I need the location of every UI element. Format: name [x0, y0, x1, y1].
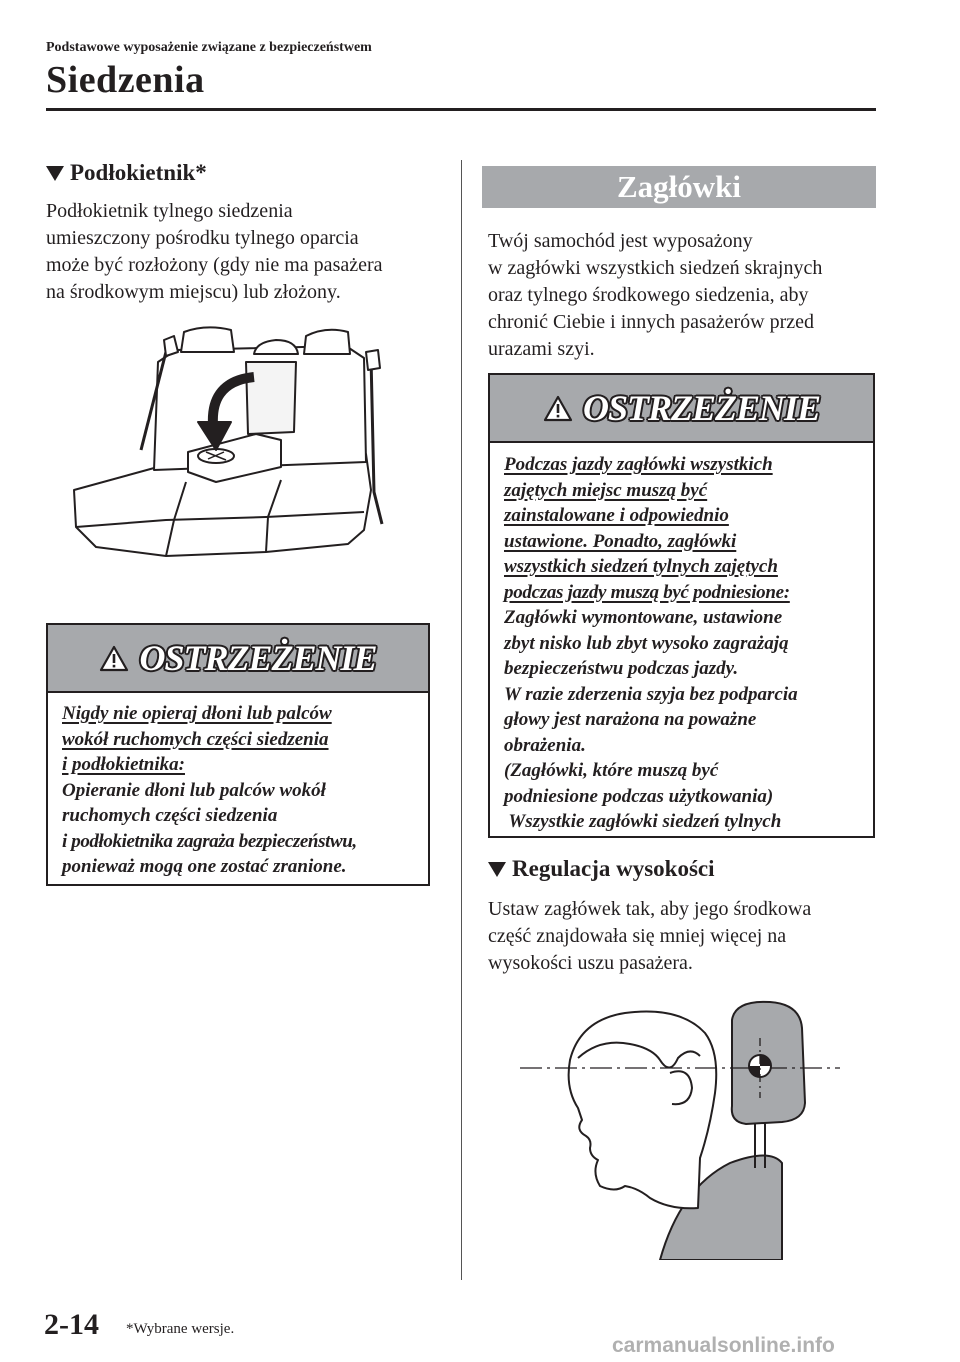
page-title: Siedzenia — [46, 59, 205, 101]
watermark: carmanualsonline.info — [612, 1334, 835, 1357]
paragraph-line: Ustaw zagłówek tak, aby jego środkowa — [488, 898, 812, 920]
footnote: *Wybrane wersje. — [126, 1321, 235, 1337]
height-adjust-heading-text: Regulacja wysokości — [512, 856, 715, 881]
armrest-heading — [46, 160, 207, 186]
warning-line: podniesione podczas użytkowania) — [504, 785, 774, 807]
warning-line-underlined: wokół ruchomych części siedzenia — [62, 728, 329, 750]
page-number: 2-14 — [44, 1308, 99, 1341]
warning-line-underlined: podczas jazdy muszą być podniesione: — [504, 581, 790, 603]
warning-triangle-icon — [543, 395, 573, 422]
triangle-bullet-icon — [488, 862, 506, 877]
warning-line-underlined: wszystkich siedzeń tylnych zajętych — [504, 556, 778, 577]
warning-line-underlined: ustawione. Ponadto, zagłówki — [504, 530, 737, 552]
warning-line: bezpieczeństwu podczas jazdy. — [504, 658, 739, 679]
warning-line: W razie zderzenia szyja bez podparcia — [504, 683, 798, 705]
warning-line: Opieranie dłoni lub palców wokół — [62, 779, 326, 801]
warning-body — [490, 443, 873, 845]
warning-line: głowy jest narażona na poważne — [504, 709, 757, 730]
warning-line-underlined: i podłokietnika: — [62, 754, 185, 775]
warning-line: zbyt nisko lub zbyt wysoko zagrażają — [504, 632, 789, 654]
paragraph-line: może być rozłożony (gdy nie ma pasażera — [46, 254, 383, 276]
warning-line-underlined: Nigdy nie opieraj dłoni lub palców — [62, 703, 332, 724]
section-subtitle: Podstawowe wyposażenie związane z bezpieczeństwem — [46, 40, 372, 55]
triangle-bullet-icon — [46, 166, 64, 181]
warning-title: OSTRZEŻENIE — [139, 638, 377, 678]
paragraph-line: chronić Ciebie i innych pasażerów przed — [488, 311, 814, 333]
paragraph-line: na środkowym miejscu) lub złożony. — [46, 281, 341, 303]
headrests-banner-text: Zagłówki — [616, 169, 742, 204]
title-rule — [46, 108, 876, 111]
warning-line: i podłokietnika zagraża bezpieczeństwu, — [62, 830, 357, 852]
paragraph-line: umieszczony pośrodku tylnego oparcia — [46, 227, 359, 249]
armrest-paragraph — [46, 198, 446, 306]
warning-triangle-icon — [99, 645, 129, 672]
height-adjust-paragraph — [488, 896, 888, 977]
warning-line: ponieważ mogą one zostać zranione. — [62, 856, 347, 877]
warning-line-underlined: zainstalowane i odpowiednio — [504, 505, 729, 526]
warning-header — [48, 625, 428, 693]
headrest-warning-box — [488, 373, 875, 838]
warning-line-underlined: Podczas jazdy zagłówki wszystkich — [504, 454, 773, 475]
armrest-heading-text: Podłokietnik* — [70, 160, 207, 185]
headrest-height-illustration — [520, 998, 840, 1260]
warning-line: ruchomych części siedzenia — [62, 805, 278, 826]
warning-line: obrażenia. — [504, 734, 586, 756]
paragraph-line: Twój samochód jest wyposażony — [488, 230, 753, 252]
column-divider — [461, 160, 462, 1280]
warning-body — [48, 693, 428, 890]
headrests-paragraph — [488, 228, 888, 363]
warning-line-underlined: zajętych miejsc muszą być — [504, 479, 708, 501]
rear-seat-armrest-illustration — [66, 322, 416, 572]
paragraph-line: w zagłówki wszystkich siedzeń skrajnych — [488, 257, 823, 279]
paragraph-line: Podłokietnik tylnego siedzenia — [46, 200, 293, 222]
warning-line: Wszystkie zagłówki siedzeń tylnych — [504, 811, 782, 832]
paragraph-line: oraz tylnego środkowego siedzenia, aby — [488, 284, 809, 306]
warning-line: Zagłówki wymontowane, ustawione — [504, 607, 783, 628]
height-adjust-heading — [488, 856, 715, 882]
paragraph-line: część znajdowała się mniej więcej na — [488, 925, 787, 947]
warning-title: OSTRZEŻENIE — [582, 388, 821, 428]
warning-header — [490, 375, 873, 443]
paragraph-line: urazami szyi. — [488, 338, 595, 360]
warning-line: (Zagłówki, które muszą być — [504, 760, 719, 781]
headrests-banner — [482, 166, 876, 208]
armrest-warning-box — [46, 623, 430, 886]
paragraph-line: wysokości uszu pasażera. — [488, 952, 693, 974]
